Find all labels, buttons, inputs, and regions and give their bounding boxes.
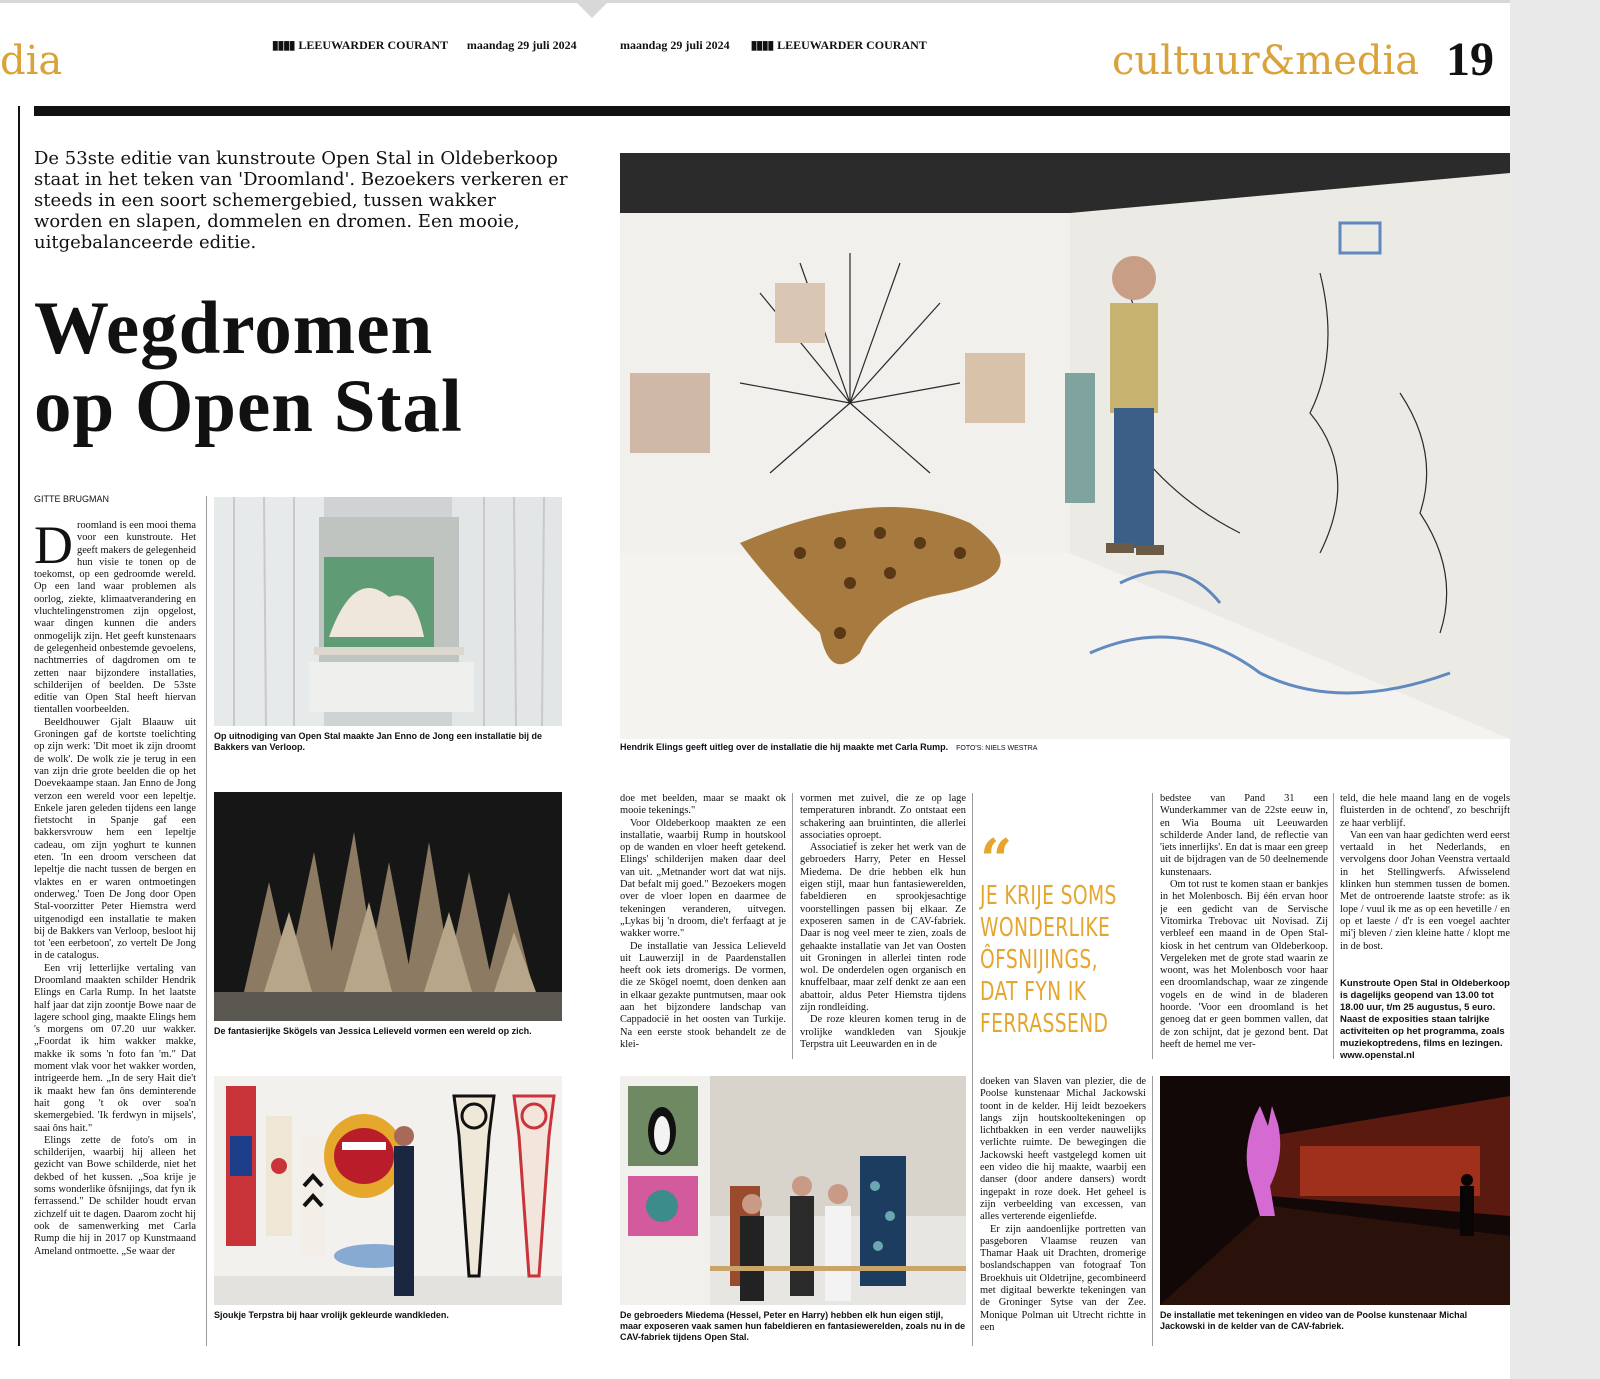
photo-installation-de-jong: [214, 497, 562, 726]
paragraph: Beeldhouwer Gjalt Blaauw uit Groningen gaf de kortste toelichting op zijn werk: 'Dit moet ik zijn droomt de wolk'. De wolk zie je terug in een van zijn drie grote beelden die op het Doevekaampe staan. Jan Enno de Jong verzon een wereld voor een lepeltje. Enkele jaren geleden tijdens een lange fietstocht in Spanje gaf een bakkersvrouw hem een lepeltje cadeau, om zijn yoghurt te kunnen eten. 'In een droom verscheen dat lepeltje die nacht tussen de bergen en vlaktes en er waren ontmoetingen onderweg.' Toen De Jong door Open Stal-voorzitter Peter Hiemstra werd uitgenodigd een installatie te maken bij de Bakkers van Verloop, besloot hij tot 'een eerbetoon', zo vertelt De Jong in de catalogus.: [34, 716, 196, 962]
page-number: 19: [1446, 33, 1494, 86]
article-intro: De 53ste editie van kunstroute Open Stal in Oldeberkoop staat in het teken van 'Droomland'. Bezoekers verkeren er steeds in een soort schemergebied, tussen wakker worden en slapen, dommelen en dromen. Een mooie, uitgebalanceerde editie.: [34, 148, 568, 253]
paragraph: Er zijn aandoenlijke portretten van pasgeboren Vlaamse reuzen van Thamar Haak uit Drachten, dromerige boslandschappen van fotograaf Ton Broekhuis uit Oldetrijne, gecombineerd met digitaal bewerkte tekeningen van de Groninger Sytse van der Zee. Monique Polman uit Utrecht richtte in een: [980, 1223, 1146, 1333]
paragraph: Een vrij letterlijke vertaling van Droomland maakten schilder Hendrik Elings en Carla Rump. In het laatste half jaar dat zijn zoontje Bowe naar de lagere school ging, maakte Elings hem 's morgens om 07.20 uur wakker. „Foordat ik him wakker makke, makke ik soms 'n foto fan 'm." Dat moment vlak voor het wakker worden, intrigeerde hem. „In de sery Hait die't ik maakt hew fan ôns deminterende hait gong 't ok over soa'n skemergebied. 'Ik ferdwyn in mijsels', saai ôns hait.": [34, 962, 196, 1134]
masthead-bars-icon: ▮▮▮▮: [272, 38, 295, 52]
left-masthead: [272, 38, 577, 53]
caption-photo-5: De installatie met tekeningen en video van de Poolse kunstenaar Michal Jackowski in de kelder van de CAV-fabriek.: [1160, 1310, 1468, 1331]
paragraph: vormen met zuivel, die ze op lage temperaturen inbrandt. Zo ontstaat een schakering aan bruintinten, die allerlei associaties oproept.: [800, 793, 966, 841]
left-paper-name: LEEUWARDER COURANT: [298, 38, 448, 52]
headline-line-2: op Open Stal: [34, 365, 463, 448]
caption-photo-3: Sjoukje Terpstra bij haar vrolijk gekleurde wandkleden.: [214, 1310, 449, 1320]
caption-photo-main: [620, 742, 1510, 754]
column-divider: [792, 793, 793, 1059]
page-divider-notch: [574, 0, 610, 18]
left-date: maandag 29 juli 2024: [466, 38, 577, 52]
paragraph: teld, die hele maand lang en de vogels fluisterden in de ochtend', zo beschrijft ze haar verblijf.: [1340, 793, 1510, 829]
left-page-rule: [18, 106, 20, 1346]
paragraph: doeken van Slaven van plezier, die de Poolse kunstenaar Michal Jackowski toont in de kelder. Hij leidt bezoekers langs zijn houtskooltekeningen op lichtbakken in een verder nauwelijks verlichte ruimte. De bewegingen die Jackowski heeft vastgelegd komen uit een video die hij maakte, waarbij een danser (door andere dansers) wordt ingepakt in roze doek. Het geheel is zijn verbeelding van excessen, van alles verterende eigenliefde.: [980, 1076, 1146, 1223]
column-divider: [206, 496, 207, 1346]
article-column-5: [980, 1076, 1146, 1346]
paragraph: Voor Oldeberkoop maakten ze een installatie, waarbij Rump in houtskool op de wanden en vloer heeft getekend. Elings' schilderijen maken daar deel van uit. „Metnander wort dat wat nijs. Dat befalt mij goed." Bezoekers mogen over de vloer lopen en daarmee de tekeningen veranderen, uitvegen. „Lykas bij 'n droom, die't ferfaagt at je wakker worre.": [620, 817, 786, 940]
top-border: [0, 0, 1510, 3]
pull-quote: [980, 827, 1140, 1040]
caption-main-text: Hendrik Elings geeft uitleg over de installatie die hij maakte met Carla Rump.: [620, 742, 949, 752]
photo-terpstra: [214, 1076, 562, 1305]
headline: [34, 287, 594, 448]
caption-photo-1: Op uitnodiging van Open Stal maakte Jan Enno de Jong een installatie bij de Bakkers van Verloop.: [214, 731, 543, 752]
column-divider: [972, 793, 973, 1346]
pull-quote-text: JE KRIJE SOMS WONDERLIKE ÔFSNIJINGS, DAT FYN IK FERRASSEND: [980, 881, 1117, 1039]
caption-photo-2: De fantasierijke Skögels van Jessica Lelieveld vormen een wereld op zich.: [214, 1026, 532, 1036]
photo-skogels: [214, 792, 562, 1021]
paragraph: Van een van haar gedichten werd eerst vertaald in het Nederlands, en vervolgens door Johan Veenstra vertaald in het Stellingwerfs. Afwisselend klinken hun stemmen tussen de bomen. Met de ontroerende laatste strofe: as ik lope / vuul ik me as op een hevetille / en op et laeste / d'r is een voegel aachter mi'j bleven / zien kleine hatte / klopt me in de bost.: [1340, 829, 1510, 952]
info-box: Kunstroute Open Stal in Oldeberkoop is dagelijks geopend van 13.00 tot 18.00 uur, t/m 25 augustus, 5 euro. Naast de exposities staan talrijke activiteiten op het programma, zoals muziekoptredens, films en lezingen. www.openstal.nl: [1340, 978, 1510, 1061]
photo-jackowski: [1160, 1076, 1510, 1305]
article-column-3: [620, 793, 786, 1059]
column-divider: [1152, 793, 1153, 1059]
article-column-7: [1340, 793, 1510, 973]
paragraph: Elings zette de foto's om in schilderijen, waarbij hij alleen het gezicht van Bowe schilderde, niet het dekbed of het kussen. „Soa krije je soms wonderlike ôfsnijings, dat fyn ik ferrassend." De schilder houdt ervan zichzelf uit te dagen. Daarom zocht hij ook de samenwerking met Carla Rump die hij in 2017 op Kunstmaand Ameland ontmoette. „Se waar der: [34, 1134, 196, 1257]
headline-line-1: Wegdromen: [34, 287, 434, 370]
article-column-4: [800, 793, 966, 1059]
paragraph: bedstee van Pand 31 een Wunderkammer van de 22ste eeuw in, en Wia Bouma uit Leeuwarden schilderde Ander land, de reflectie van 'iets innerlijks'. En dat is maar een greep uit de bijdragen van de 50 deelnemende kunstenaars.: [1160, 793, 1328, 878]
masthead-bars-icon: ▮▮▮▮: [750, 38, 774, 52]
section-title: cultuur&media: [1112, 38, 1420, 84]
paragraph: Associatief is zeker het werk van de gebroeders Harry, Peter en Hessel Miedema. De drie hebben elk hun eigen stijl, maar hun fantasiewerelden, fabeldieren en sprookjesachtige voorstellingen passen bij elkaar. Ze exposeren samen in de CAV-fabriek. Daar is nog veel meer te zien, zoals de gehaakte installatie van Jet van Oosten uit Groningen in allerlei tinten rode wol. De onderdelen ogen organisch en knuffelbaar, maar zelf denkt ze aan een abattoir, aldus Peter Hiemstra tijdens zijn rondleiding.: [800, 842, 966, 1014]
quote-mark-icon: “: [980, 827, 1013, 893]
photo-credit: FOTO'S: NIELS WESTRA: [956, 745, 1038, 752]
photo-miedema: [620, 1076, 966, 1305]
paragraph: Om tot rust te komen staan er bankjes in het Molenbosch. Bij één ervan hoor je een gedicht van de Servische Vitomirka Trebovac uit Novisad. Zij verbleef een maand in de Open Stal-kiosk in het centrum van Oldeberkoop. Vergeleken met de grote stad waarin ze woont, was het Molenbosch voor haar een droomlandschap, waar ze zingende vogels en de wind in de bladeren hoorde. 'Voor een droomland is het genoeg dat er geen bommen vallen, dat de zon schijnt, dat je gezond bent. Dat heeft de hemel me ver-: [1160, 879, 1328, 1050]
paragraph: De roze kleuren komen terug in de vrolijke wandkleden van Sjoukje Terpstra uit Leeuwarden en in de: [800, 1014, 966, 1050]
article-column-6: [1160, 793, 1328, 1059]
byline: GITTE BRUGMAN: [34, 494, 110, 504]
column-divider: [1152, 1076, 1153, 1346]
column-divider: [1333, 793, 1334, 1059]
left-section-title: dia: [0, 38, 63, 84]
drop-cap: D: [34, 520, 73, 575]
right-date: maandag 29 juli 2024: [620, 38, 730, 52]
paragraph: De installatie van Jessica Lelieveld uit Lauwerzijl in de Paardenstallen heeft ook iets dromerigs. De vormen, die ze Skögel noemt, doen denken aan in elkaar gezakte puntmutsen, maar ook aan het bijzondere landschap van Cappadocië in het oosten van Turkije. Na een eerste stook behandelt ze de klei-: [620, 940, 786, 1050]
article-column-1: [34, 520, 196, 1346]
caption-photo-4: De gebroeders Miedema (Hessel, Peter en Harry) hebben elk hun eigen stijl, maar exposeren vaak samen hun fabeldieren en fantasiewerelden, zoals nu in de CAV-fabriek tijdens Open Stal.: [620, 1310, 966, 1342]
paragraph: doe met beelden, maar se maakt ok mooie tekenings.": [620, 793, 786, 817]
right-masthead: [620, 38, 927, 53]
paragraph: roomland is een mooi thema voor een kunstroute. Het geeft makers de gelegenheid hun visie te tonen op de toekomst, op een gedroomde wereld. Op een land waar problemen als oorlog, ziekte, klimaatverandering en vluchtelingenstromen zijn opgelost, waar dingen kunnen die anders onmogelijk zijn. Het geeft kunstenaars de gelegenheid onbestemde gevoelens, nachtmerries of dagdromen om te zetten naar bijzondere installaties, schilderijen of beelden. De 53ste editie van Open Stal heeft hiervan tientallen voorbeelden.: [34, 520, 196, 716]
header-rule: [34, 106, 1510, 116]
photo-main-elings: [620, 153, 1510, 739]
right-paper-name: LEEUWARDER COURANT: [777, 38, 927, 52]
